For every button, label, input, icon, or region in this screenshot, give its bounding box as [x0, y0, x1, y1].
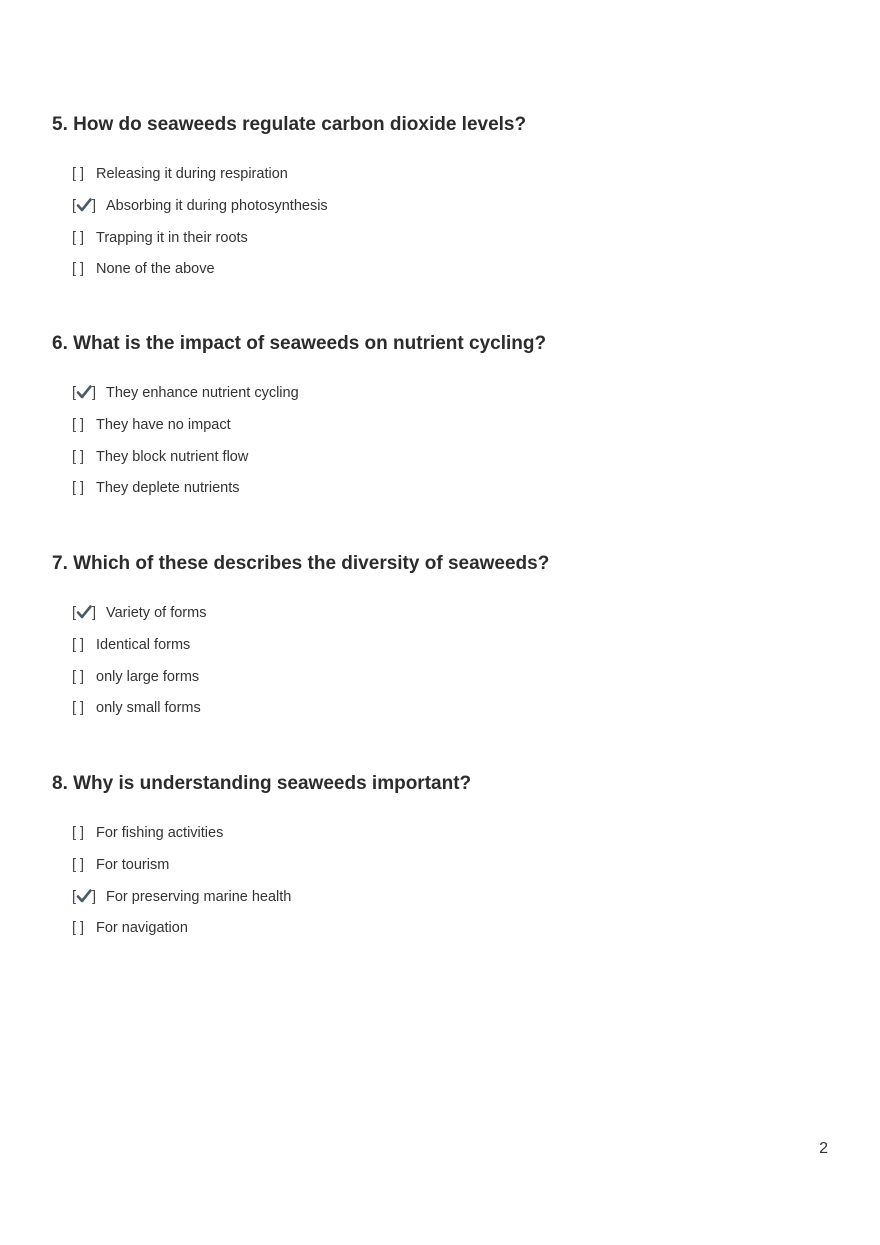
option-label: For fishing activities — [96, 825, 224, 841]
checkbox-checked[interactable]: [ ] — [72, 197, 97, 214]
question-title: 8. Why is understanding seaweeds important? — [52, 773, 472, 794]
option-label: They have no impact — [96, 416, 231, 433]
question-5 — [52, 112, 832, 278]
option-label: They deplete nutrients — [96, 480, 240, 497]
option-item[interactable] — [72, 164, 328, 196]
option-item[interactable] — [72, 259, 328, 291]
option-label: only large forms — [96, 668, 200, 685]
checkbox-empty[interactable]: [ ] — [72, 261, 85, 278]
checkbox-empty[interactable]: [ ] — [72, 480, 85, 497]
question-title: 6. What is the impact of seaweeds on nutrient cycling? — [52, 333, 547, 354]
check-mark-icon — [76, 888, 92, 904]
checkbox-empty[interactable]: [ ] — [72, 416, 85, 433]
checkbox-empty[interactable]: [ ] — [72, 920, 85, 937]
check-mark-icon — [76, 384, 92, 400]
question-8 — [52, 771, 832, 937]
option-label: For preserving marine health — [106, 888, 292, 905]
checkbox-empty[interactable]: [ ] — [72, 448, 85, 465]
option-list — [72, 164, 328, 291]
option-label: Variety of forms — [106, 605, 207, 621]
option-item[interactable] — [72, 447, 299, 479]
option-item[interactable] — [72, 228, 328, 260]
question-title: 5. How do seaweeds regulate carbon dioxide levels? — [52, 114, 527, 135]
option-label: For navigation — [96, 920, 188, 937]
option-label: Absorbing it during photosynthesis — [106, 197, 328, 214]
option-item[interactable] — [72, 603, 206, 635]
checkbox-empty[interactable]: [ ] — [72, 166, 85, 182]
option-item[interactable] — [72, 635, 206, 667]
checkbox-empty[interactable]: [ ] — [72, 229, 85, 246]
option-item[interactable] — [72, 478, 299, 510]
option-list — [72, 823, 291, 950]
option-item[interactable] — [72, 887, 291, 919]
checkbox-empty[interactable]: [ ] — [72, 856, 85, 873]
check-mark-icon — [76, 604, 92, 620]
option-item[interactable] — [72, 383, 299, 415]
option-label: They block nutrient flow — [96, 448, 249, 465]
page-number: 2 — [819, 1140, 828, 1157]
option-label: Trapping it in their roots — [96, 229, 248, 246]
check-mark-icon — [76, 197, 92, 213]
question-6 — [52, 331, 832, 497]
question-7 — [52, 551, 832, 717]
option-item[interactable] — [72, 823, 291, 855]
option-label: only small forms — [96, 700, 201, 717]
option-item[interactable] — [72, 855, 291, 887]
option-label: They enhance nutrient cycling — [106, 385, 299, 401]
option-item[interactable] — [72, 196, 328, 228]
checkbox-empty[interactable]: [ ] — [72, 636, 85, 653]
option-label: Identical forms — [96, 636, 191, 653]
checkbox-checked[interactable]: [ ] — [72, 385, 97, 401]
checkbox-empty[interactable]: [ ] — [72, 668, 85, 685]
checkbox-empty[interactable]: [ ] — [72, 700, 85, 717]
option-label: Releasing it during respiration — [96, 166, 288, 182]
checkbox-empty[interactable]: [ ] — [72, 825, 85, 841]
option-item[interactable] — [72, 698, 206, 730]
option-label: None of the above — [96, 261, 215, 278]
option-item[interactable] — [72, 667, 206, 699]
checkbox-checked[interactable]: [ ] — [72, 888, 97, 905]
option-list — [72, 603, 206, 730]
checkbox-checked[interactable]: [ ] — [72, 605, 97, 621]
question-title: 7. Which of these describes the diversity of seaweeds? — [52, 553, 550, 574]
option-item[interactable] — [72, 415, 299, 447]
option-label: For tourism — [96, 856, 170, 873]
option-list — [72, 383, 299, 510]
option-item[interactable] — [72, 918, 291, 950]
